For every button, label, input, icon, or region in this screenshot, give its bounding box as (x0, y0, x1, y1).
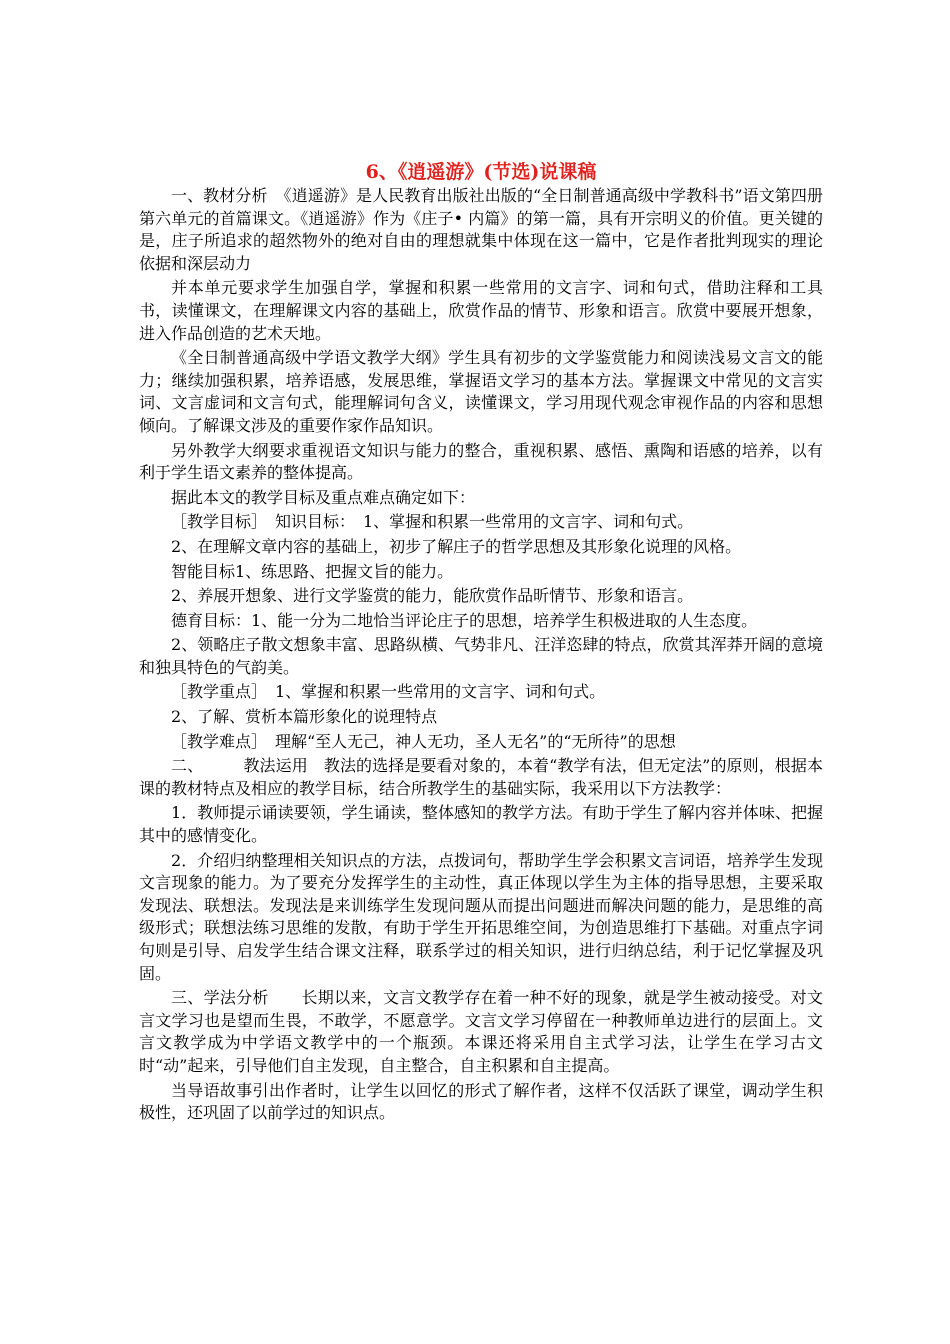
paragraph-method-1: 1．教师提示诵读要领，学生诵读，整体感知的教学方法。有助于学生了解内容并体味、把握其中的感情变化。 (139, 803, 823, 846)
paragraph-lead-in: 当导语故事引出作者时，让学生以回忆的形式了解作者，这样不仅活跃了课堂，调动学生积极性，还巩固了以前学过的知识点。 (139, 1080, 823, 1123)
paragraph-learning-methods: 三、学法分析 长期以来，文言文教学存在着一种不好的现象，就是学生被动接受。对文言文学习也是望而生畏，不敢学，不愿意学。文言文学习停留在一种教师单边进行的层面上。文言文教学成为中学语文教学中的一个瓶颈。本课还将采用自主式学习法，让学生在学习古文时“动”起来，引导他们自主发现，自主整合，自主积累和自主提高。 (139, 988, 823, 1075)
paragraph-difficulty: ［教学难点］ 理解“至人无己，神人无功，圣人无名”的“无所待”的思想 (171, 731, 676, 751)
paragraph-knowledge-goal-1: ［教学目标］ 知识目标： 1、掌握和积累一些常用的文言字、词和句式。 (171, 512, 694, 532)
paragraph-teaching-methods: 二、 教法运用 教法的选择是要看对象的，本着“教学有法，但无定法”的原则，根据本课的教材特点及相应的教学目标，结合所教学生的基础实际，我采用以下方法教学： (139, 756, 823, 798)
paragraph-key-point-1: ［教学重点］ 1、掌握和积累一些常用的文言字、词和句式。 (171, 682, 606, 702)
paragraph-method-2: 2．介绍归纳整理相关知识点的方法，点拨词句，帮助学生学会积累文言词语，培养学生发现文言现象的能力。为了要充分发挥学生的主动性，真正体现以学生为主体的指导思想，主要采取发现法、联想法。发现法是来训练学生发现问题从而提出问题进而解决问题的能力，是思维的高级形式；联想法练习思维的发散，有助于学生开拓思维空间，为创造思维打下基础。对重点字词句则是引导、启发学生结合课文注释，联系学过的相关知识，进行归纳总结，利于记忆掌握及巩固。 (139, 850, 823, 983)
paragraph-knowledge-goal-2: 2、在理解文章内容的基础上，初步了解庄子的哲学思想及其形象化说理的风格。 (171, 536, 742, 556)
paragraph-moral-goal-2: 2、领略庄子散文想象丰富、思路纵横、气势非凡、汪洋恣肆的特点，欣赏其浑莽开阔的意境和独具特色的气韵美。 (139, 635, 823, 677)
paragraph-key-point-2: 2、了解、赏析本篇形象化的说理特点 (171, 707, 438, 727)
paragraph-ability-goal-2: 2、养展开想象、进行文学鉴赏的能力，能欣赏作品昕情节、形象和语言。 (171, 586, 694, 606)
paragraph-moral-goal-1: 德育目标：1、能一分为二地恰当评论庄子的思想，培养学生积极进取的人生态度。 (171, 610, 758, 630)
document-page (139, 160, 823, 1125)
paragraph-syllabus-integration: 另外教学大纲要求重视语文知识与能力的整合，重视积累、感悟、熏陶和语感的培养，以有利于学生语文素养的整体提高。 (139, 440, 823, 483)
paragraph-ability-goal-1: 智能目标1、练思路、把握文旨的能力。 (171, 561, 454, 581)
document-title: 6、《逍遥游》(节选)说课稿 (365, 161, 597, 183)
paragraph-syllabus: 《全日制普通高级中学语文教学大纲》学生具有初步的文学鉴赏能力和阅读浅易文言文的能力；继续加强积累，培养语感，发展思维，掌握语文学习的基本方法。掌握课文中常见的文言实词、文言虚词和文言句式，能理解词句含义，读懂课文，学习用现代观念审视作品的内容和思想倾向。了解课文涉及的重要作家作品知识。 (139, 348, 823, 435)
paragraph-unit-requirements: 并本单元要求学生加强自学，掌握和积累一些常用的文言字、词和句式，借助注释和工具书，读懂课文，在理解课文内容的基础上，欣赏作品的情节、形象和语言。欣赏中要展开想象，进入作品创造的艺术天地。 (139, 278, 823, 343)
paragraph-textbook-analysis: 一、教材分析 《逍遥游》是人民教育出版社出版的“全日制普通高级中学教科书”语文第四册第六单元的首篇课文。《逍遥游》作为《庄子• 内篇》的第一篇，具有开宗明义的价值。更关键的是，庄子所追求的超然物外的绝对自由的理想就集中体现在这一篇中，它是作者批判现实的理论依据和深层动力 (139, 186, 823, 273)
paragraph-goals-intro: 据此本文的教学目标及重点难点确定如下： (171, 487, 476, 507)
